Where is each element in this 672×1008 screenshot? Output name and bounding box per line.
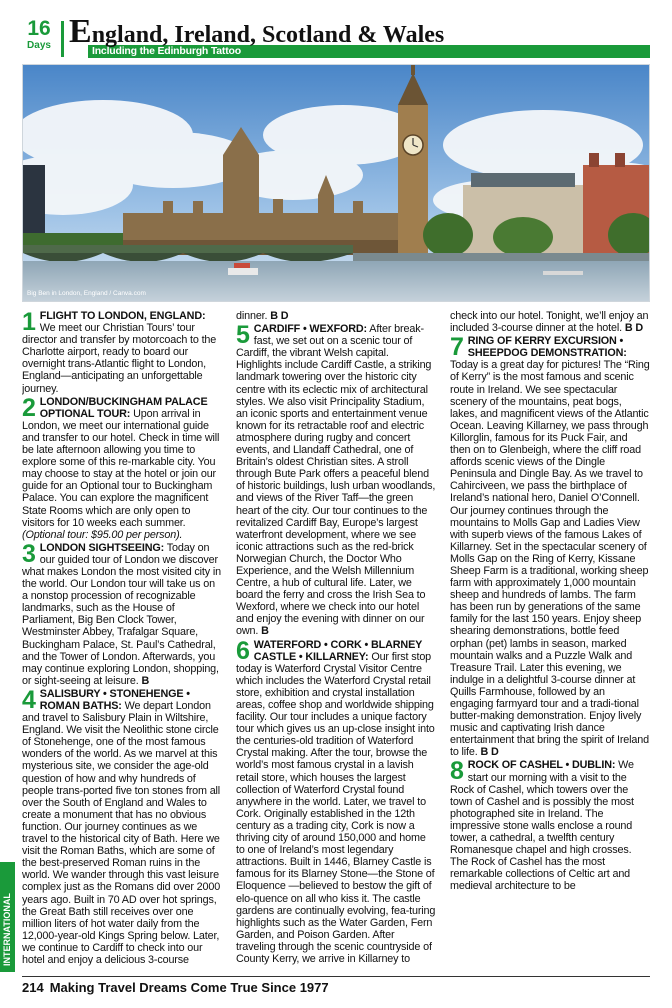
day-title: LONDON/BUCKINGHAM PALACE OPTIONAL TOUR:	[39, 395, 208, 420]
page-footer	[22, 980, 329, 996]
day-meal-codes: B	[261, 625, 269, 638]
title-rest: ngland, Ireland, Scotland & Wales	[91, 22, 445, 48]
page-header	[22, 13, 650, 60]
day-title: CARDIFF • WEXFORD:	[253, 323, 368, 336]
day-description-continued: dinner.	[236, 310, 268, 322]
day-description-continued: check into our hotel. Tonight, we’ll enjoy an included 3-course dinner at the hotel.	[450, 310, 649, 335]
day-meal-codes: B	[141, 674, 150, 687]
day-title: WATERFORD • CORK • BLARNEY CASTLE • KILLARNEY:	[253, 638, 422, 663]
day-price-note: (Optional tour: $95.00 per person).	[22, 528, 183, 541]
moored-boat	[543, 271, 583, 275]
itinerary-day	[236, 310, 436, 322]
day-description: We depart London and travel to Salisbury Plain in Wiltshire, England. We visit the Neolithic stone circle of Stonehenge, one of the most famous wonders of the world. As we marvel at this mysterious site, we consider the age-old question of how and why hundreds of people trans-ported five ton stones from all over the South of England and Wales to create a monument that has no obvious function. Our journey continues as we travel to the historical city of Bath. Here we visit the Roman Baths, which are some of the best-preserved Roman ruins in the world. We wander through this vast leisure complex just as the Romans did over 2000 years ago. Built in 70 AD over hot springs, the Great Bath still receives over one million liters of hot water daily from the 12,000-year-old Kings Spring below. Later, we continue to Cardiff to check into our hotel and enjoy a delicious 3-course	[22, 700, 221, 966]
itinerary-day	[236, 636, 436, 966]
trees-right	[493, 217, 553, 257]
side-tab-label: INTERNATIONAL	[2, 893, 12, 966]
day-number: 7	[450, 333, 464, 362]
day-number: 8	[450, 757, 464, 786]
itinerary-day	[450, 759, 650, 892]
itinerary-flow	[22, 310, 222, 966]
page-title	[69, 13, 445, 50]
itinerary-column-3	[450, 310, 650, 970]
day-description: Today on our guided tour of London we discover what makes London the most visited city in the world. Our London tour will take us on a nonstop procession of recognizable landmarks, such as the House of Parliament, Big Ben Clock Tower, Westminster Abbey, Trafalgar Square, Buckingham Palace, St. Paul’s Cathedral, and the Tower of London. Afterwards, you may continue exploring London, shopping, or sight-seeing at leisure.	[22, 541, 221, 687]
day-title: RING OF KERRY EXCURSION • SHEEPDOG DEMONSTRATION:	[467, 335, 627, 360]
page-number: 214	[22, 980, 44, 995]
day-description: Our first stop today is Waterford Crystal Visitor Centre which includes the Waterford Crystal retail store, exhibition and crystal installation areas, coffee shop and worldwide shipping facility. Our tour includes a unique factory tour which gives us an up-close insight into the centuries-old tradition of Waterford Crystal making. After the tour, browse the world’s most famous crystal in a lavish retail store, which houses the largest collection of Waterford Crystal found anywhere in the world. Later, we travel to Cork. Originally established in the 12th century as a trading city, Cork is now a thriving city of around 150,000 and home to one of Ireland’s most legendary attractions. Built in 1446, Blarney Castle is famous for its Blarney Stone—the Stone of Eloquence —believed to bestow the gift of elo-quence on all who kiss it. The castle gardens are continually evolving, fea-turing highlights such as the Water Garden, Fern Garden, and Poison Garden. After traveling through the scenic countryside of County Kerry, we arrive in Killarney to	[236, 650, 436, 965]
itinerary-day	[22, 310, 222, 395]
days-number: 16	[27, 17, 51, 40]
day-meal-codes: B D	[270, 310, 289, 322]
day-number: 5	[236, 321, 250, 350]
header-divider	[61, 21, 64, 57]
day-meal-codes: B D	[624, 322, 643, 335]
hero-photo	[22, 64, 650, 302]
page-subtitle: Including the Edinburgh Tattoo	[92, 45, 241, 57]
itinerary-day	[236, 323, 436, 637]
day-number: 3	[22, 539, 36, 568]
itinerary-day	[450, 335, 650, 758]
day-number: 1	[22, 310, 36, 336]
itinerary-flow	[450, 310, 650, 893]
itinerary-day	[450, 310, 650, 334]
days-label: Days	[27, 40, 51, 51]
day-title: SALISBURY • STONEHENGE • ROMAN BATHS:	[39, 687, 190, 712]
day-description: After break-fast, we set out on a scenic tour of Cardiff, the vibrant Welsh capital. Highlights include Cardiff Castle, a striking landmark towering over the historic city centre with its eclectic mix of architectural styles. We also visit Principality Stadium, an iconic sports and entertainment venue known for its retractable roof and electric atmosphere during rugby and concert events, and Llandaff Cathedral, one of Britain’s oldest Christian sites. A stroll through Bute Park offers a peaceful blend of historic buildings, lush urban woodlands, and views of the River Taff—the green heart of the city. Our tour continues to the revitalized Cardiff Bay, Europe’s largest waterfront development, where we see iconic attractions such as the red-brick Norwegian Church, the Doctor Who Experience, and the Welsh Millennium Centre, a hub of cultural life. Later, we board the ferry and cross the Irish Sea to Wexford, where we check into our hotel and enjoy the evening with dinner on our own.	[236, 323, 436, 638]
trees-mid	[423, 213, 473, 257]
section-side-tab	[0, 862, 15, 972]
day-description: Today is a great day for pictures! The “Ring of Kerry” is the most famous and scenic route in Ireland. We see spectacular scenery of the mountains, peat bogs, lakes, and magnificent views of the Atlantic Ocean. Leaving Killarney, we pass through Killorglin, famous for its Puck Fair, and then on to Glenbeigh, where the cliff road affords scenic views of the Dingle Peninsula and Dingle Bay. As we travel to Cahirciveen, we pass the birthplace of Ireland’s national hero, Daniel O’Connell. Our journey continues through the mountains to Molls Gap and Ladies View with superb views of the famous Lakes of Killarney. Set in the spectacular scenery of Molls Gap on the Ring of Kerry, Kissane Sheep Farm is a traditional, working sheep farm with approximately 1,000 mountain sheep and hundreds of lambs. The farm has been run by generations of the same family for the last 150 years. Enjoy sheep shearing demonstrations, bottle feed orphan (pet) lambs in season, marked mountain walks and a Puzzle Walk and Treasure Trail. Later this evening, we indulge in a delightful 3-course dinner at Quills Farmhouse, followed by an engaging farmyard tour and a tradi-tional butter-making demonstration. Enjoy lively music and captivating Irish dance entertainment that bring the spirit of Ireland to life.	[450, 359, 650, 759]
day-description: We meet our Christian Tours’ tour director and transfer by motorcoach to the Charlotte airport, ready to board our overnight trans-Atlantic flight to London, England—anticipating an unforgettable journey.	[22, 322, 217, 395]
itinerary-day	[22, 685, 222, 966]
itinerary-day	[22, 539, 222, 687]
day-description: Upon arrival in London, we meet our international guide and transfer to our hotel. Check in time will be late afternoon allowing you time to explore some of this re-markable city. You may choose to stay at the hotel or join our guide for an Optional tour to Buckingham Palace. You can explore the magnificent State Rooms which are only open to visitors for 10 weeks each summer.	[22, 407, 220, 529]
title-initial: E	[69, 13, 92, 50]
day-meal-codes: B D	[480, 746, 499, 759]
day-number: 4	[22, 685, 36, 714]
embankment	[353, 253, 650, 261]
day-title: ROCK OF CASHEL • DUBLIN:	[467, 759, 616, 772]
itinerary-flow	[236, 310, 436, 965]
footer-rule	[22, 976, 650, 977]
footer-tagline: Making Travel Dreams Come True Since 1977	[49, 980, 329, 995]
photo-caption: Big Ben in London, England / Canva.com	[27, 290, 146, 297]
days-badge	[22, 18, 56, 52]
day-description: We start our morning with a visit to the Rock of Cashel, which towers over the town of Cashel and is possibly the most photographed site in Ireland. The impressive stone walls enclose a round tower, a cathedral, a twelfth century Romanesque chapel and high crosses. The Rock of Cashel has the most remarkable collections of Celtic art and medieval architecture to be	[450, 759, 634, 893]
big-ben-illustration	[23, 65, 650, 302]
day-number: 6	[236, 636, 250, 665]
itinerary-column-1	[22, 310, 222, 970]
itinerary-day	[22, 393, 222, 541]
itinerary-column-2	[236, 310, 436, 970]
day-title: LONDON SIGHTSEEING:	[39, 541, 165, 554]
day-title: FLIGHT TO LONDON, ENGLAND:	[39, 310, 206, 322]
day-number: 2	[22, 393, 36, 422]
